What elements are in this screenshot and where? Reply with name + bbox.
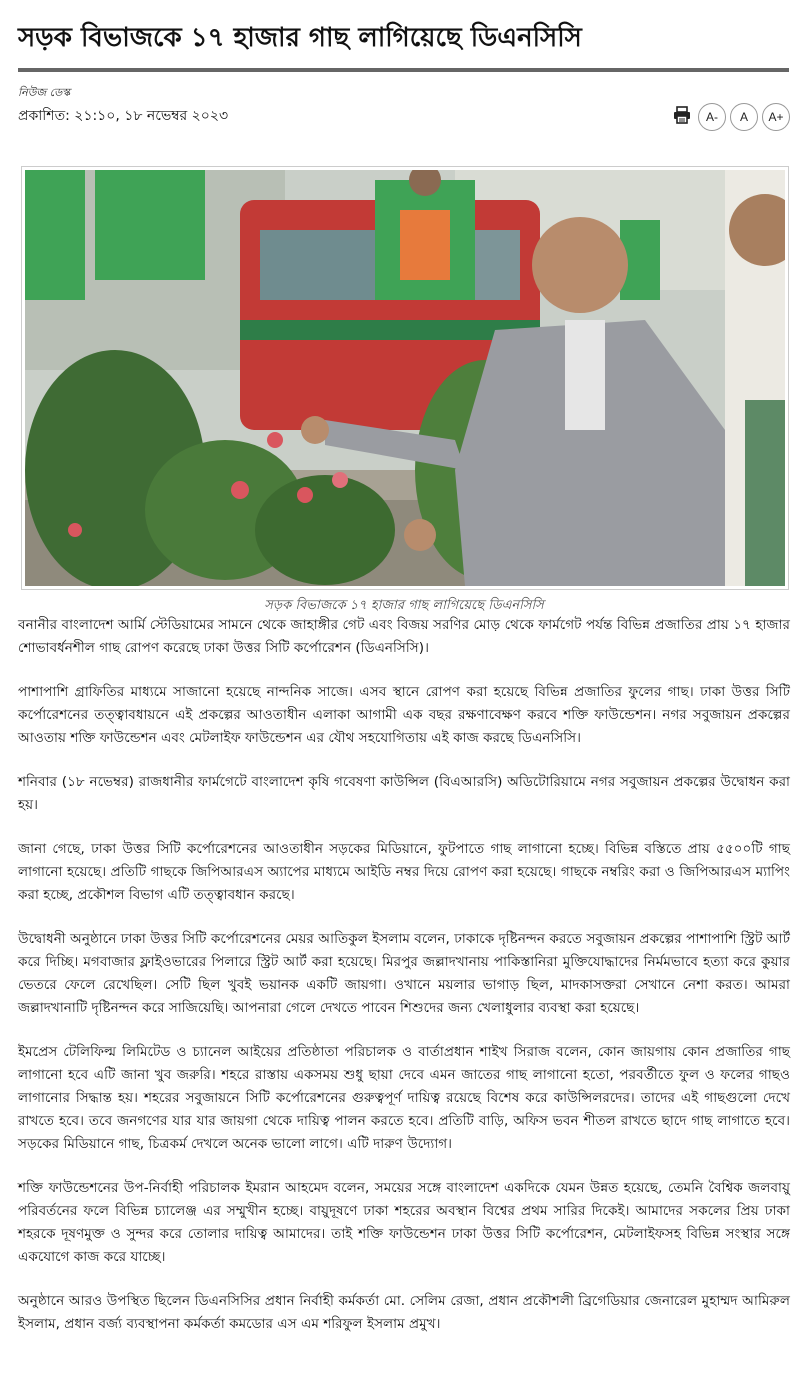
lead-photo — [21, 166, 789, 590]
article-tools — [672, 103, 790, 131]
paragraph: অনুষ্ঠানে আরও উপস্থিত ছিলেন ডিএনসিসির প্রধান নির্বাহী কর্মকর্তা মো. সেলিম রেজা, প্রধান প্রকৌশলী ব্রিগেডিয়ার জেনারেল মুহাম্মদ আমিরুল ইসলাম, প্রধান বর্জ্য ব্যবস্থাপনা কর্মকর্তা কমডোর এস এম শরিফুল ইসলাম প্রমুখ। — [18, 1293, 790, 1332]
published-date: প্রকাশিত: ২১:১০, ১৮ নভেম্বর ২০২৩ — [18, 108, 229, 124]
article-body — [18, 614, 790, 1357]
print-button[interactable] — [672, 105, 694, 129]
tree-planting-photo — [25, 170, 785, 586]
font-increase-button[interactable]: A+ — [762, 103, 790, 131]
paragraph: ইমপ্রেস টেলিফিল্ম লিমিটেড ও চ্যানেল আইয়ের প্রতিষ্ঠাতা পরিচালক ও বার্তাপ্রধান শাইখ সিরাজ বলেন, কোন জায়গায় কোন প্রজাতির গাছ লাগানো হবে এটি জানা খুব জরুরি। শহরে রাস্তায় একসময় শুধু ছায়া দেবে এমন জাতের গাছ লাগানো হতো, পরবর্তীতে ফুল ও ফলের গাছও লাগানোর সিদ্ধান্ত হয়। শহরের সবুজায়নে সিটি কর্পোরেশনের গুরুত্বপূর্ণ দায়িত্ব রয়েছে বিশেষ করে কাউন্সিলরদের। তাদের এই গাছগুলো দেখে রাখতে হবে। তবে জনগণের যার যার জায়গা থেকে দায়িত্ব পালন করতে হবে। প্রতিটি বাড়ি, অফিস ভবন শীতল রাখতে ছাদে গাছ লাগাতে হবে। সড়কের মিডিয়ানে গাছ, চিত্রকর্ম দেখলে অনেক ভালো লাগে। এটি দারুণ উদ্যোগ। — [18, 1044, 790, 1152]
paragraph: শক্তি ফাউন্ডেশনের উপ-নির্বাহী পরিচালক ইমরান আহমেদ বলেন, সময়ের সঙ্গে বাংলাদেশ একদিকে যেমন উন্নত হয়েছে, তেমনি বৈশ্বিক জলবায়ু পরিবর্তনের ফলে বিভিন্ন চ্যালেঞ্জ এর সম্মুখীন হচ্ছে। বায়ুদূষণে ঢাকা শহরের অবস্থান বিশ্বের প্রথম সারির দিকেই। আমাদের সকলের প্রিয় ঢাকা শহরকে দূষণমুক্ত ও সুন্দর করে তোলার দায়িত্ব আমাদের। তাই শক্তি ফাউন্ডেশন ঢাকা উত্তর সিটি কর্পোরেশন, মেটলাইফসহ বিভিন্ন সংস্থার সঙ্গে একযোগে কাজ করে যাচ্ছে। — [18, 1180, 790, 1265]
photo-caption: সড়ক বিভাজকে ১৭ হাজার গাছ লাগিয়েছে ডিএনসিসি — [264, 598, 544, 613]
paragraph: উদ্বোধনী অনুষ্ঠানে ঢাকা উত্তর সিটি কর্পোরেশনের মেয়র আতিকুল ইসলাম বলেন, ঢাকাকে দৃষ্টিনন্দন করতে সবুজায়ন প্রকল্পের পাশাপাশি স্ট্রিট আর্ট করে দিচ্ছি। মগবাজার ফ্লাইওভারের পিলারে স্ট্রিট আর্ট করা হয়েছে। মিরপুর জল্লাদখানায় পাকিস্তানিরা মুক্তিযোদ্ধাদের নির্মমভাবে হত্যা করে কুয়ার ভেতরে ফেলে রেখেছিল। সেটি ছিল খুবই ভয়ানক একটি জায়গা। ওখানে ময়লার ভাগাড় ছিল, মাদকাসক্তরা সেখানে নেশা করত। আমরা জল্লাদখানাটি দৃষ্টিনন্দন করে সাজিয়েছি। আপনারা গেলে দেখতে পাবেন শিশুদের জন্য খেলাধুলার ব্যবস্থা করা হয়েছে। — [18, 931, 790, 1016]
font-decrease-button[interactable]: A- — [698, 103, 726, 131]
paragraph: শনিবার (১৮ নভেম্বর) রাজধানীর ফার্মগেটে বাংলাদেশ কৃষি গবেষণা কাউন্সিল (বিএআরসি) অডিটোরিয়ামে নগর সবুজায়ন প্রকল্পের উদ্বোধন করা হয়। — [18, 774, 790, 813]
printer-icon — [672, 105, 692, 125]
headline-divider — [18, 68, 789, 72]
byline: নিউজ ডেস্ক — [18, 86, 71, 99]
font-reset-button[interactable]: A — [730, 103, 758, 131]
headline: সড়ক বিভাজকে ১৭ হাজার গাছ লাগিয়েছে ডিএনসিসি — [18, 23, 582, 53]
paragraph: জানা গেছে, ঢাকা উত্তর সিটি কর্পোরেশনের আওতাধীন সড়কের মিডিয়ানে, ফুটপাতে গাছ লাগানো হচ্ছে। বিভিন্ন বস্তিতে প্রায় ৫৫০০টি গাছ লাগানো হয়েছে। প্রতিটি গাছকে জিপিআরএস অ্যাপের মাধ্যমে আইডি নম্বর দিয়ে রোপণ করা হয়েছে। গাছকে নম্বরিং করা ও জিপিআরএস ম্যাপিং করা হচ্ছে, প্রকৌশল বিভাগ এটি তত্ত্বাবধান করছে। — [18, 841, 790, 903]
paragraph: বনানীর বাংলাদেশ আর্মি স্টেডিয়ামের সামনে থেকে জাহাঙ্গীর গেট এবং বিজয় সরণির মোড় থেকে ফার্মগেট পর্যন্ত বিভিন্ন প্রজাতির প্রায় ১৭ হাজার শোভাবর্ধনশীল গাছ রোপণ করেছে ঢাকা উত্তর সিটি কর্পোরেশন (ডিএনসিসি)। — [18, 617, 790, 656]
paragraph: পাশাপাশি গ্রাফিতির মাধ্যমে সাজানো হয়েছে নান্দনিক সাজে। এসব স্থানে রোপণ করা হয়েছে বিভিন্ন প্রজাতির ফুলের গাছ। ঢাকা উত্তর সিটি কর্পোরেশনের তত্ত্বাবধায়নে এই প্রকল্পের আওতাধীন এলাকা আগামী এক বছর রক্ষণাবেক্ষণ করবে শক্তি ফাউন্ডেশন। নগর সবুজায়ন প্রকল্পের আওতায় শক্তি ফাউন্ডেশন এবং মেটলাইফ ফাউন্ডেশন এর যৌথ সহযোগিতায় এই কাজ করছে ডিএনসিসি। — [18, 684, 790, 746]
